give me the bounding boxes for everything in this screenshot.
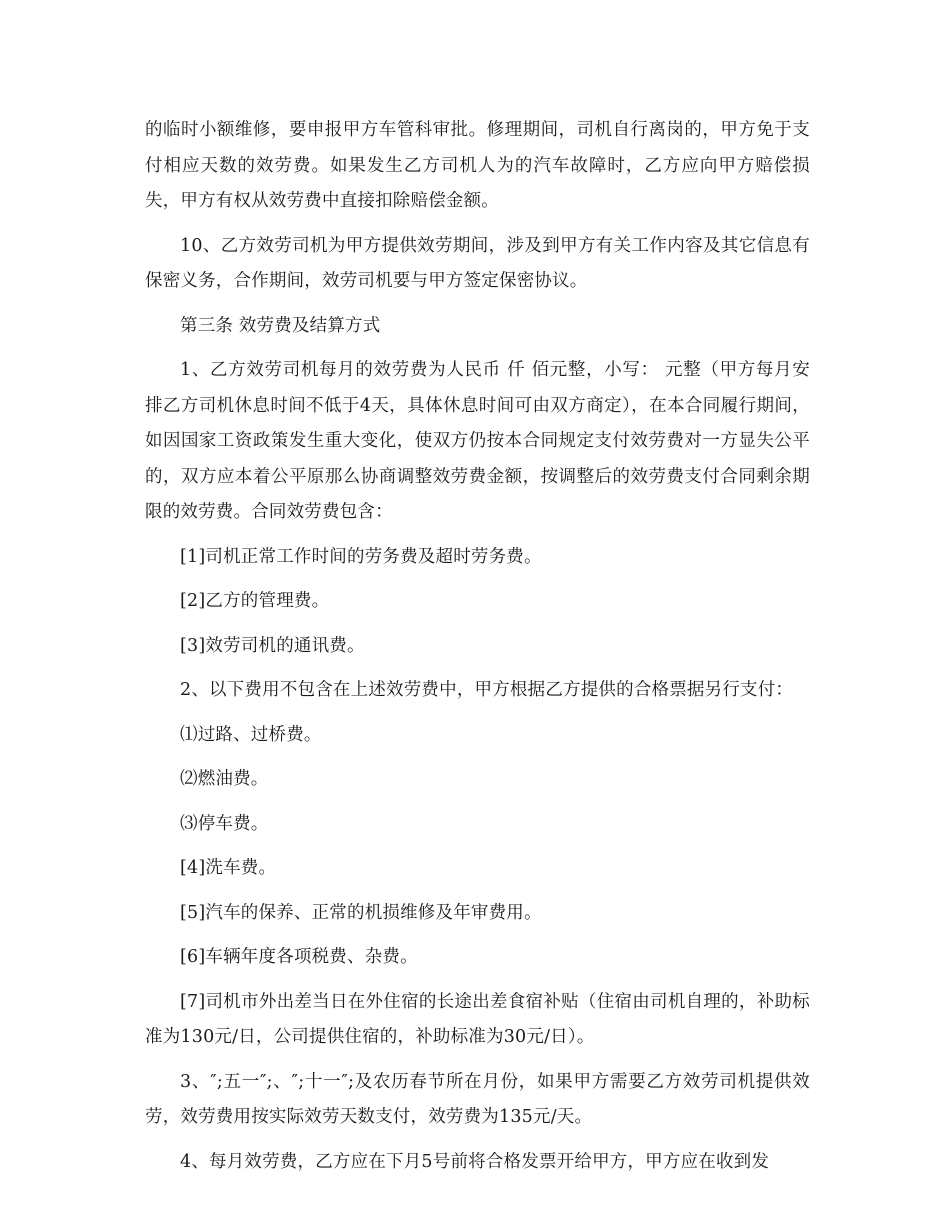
paragraph-2: 10、乙方效劳司机为甲方提供效劳期间，涉及到甲方有关工作内容及其它信息有保密义务，合作期间，效劳司机要与甲方签定保密协议。 (145, 235, 810, 291)
list-item: [4]洗车费。 (180, 858, 277, 878)
list-item: [3]效劳司机的通讯费。 (180, 635, 365, 656)
paragraph-8: 2、以下费用不包含在上述效劳费中，甲方根据乙方提供的合格票据另行支付： (180, 680, 794, 700)
document-body (145, 113, 810, 1189)
paragraph-17: 4、每月效劳费，乙方应在下月5号前将合格发票开给甲方，甲方应在收到发 (180, 1151, 770, 1172)
list-item: [6]车辆年度各项税费、杂费。 (180, 947, 418, 967)
list-item: [2]乙方的管理费。 (180, 591, 330, 611)
list-item: [5]汽车的保养、正常的机损维修及年审费用。 (180, 902, 542, 923)
list-item: [1]司机正常工作时间的劳务费及超时劳务费。 (180, 546, 542, 567)
list-item: ⑶停车费。 (180, 813, 269, 834)
list-item: ⑵燃油费。 (180, 769, 269, 789)
list-item: ⑴过路、过桥费。 (180, 724, 322, 745)
paragraph-4: 1、乙方效劳司机每月的效劳费为人民币 仟 佰元整，小写： 元整（甲方每月安排乙方司机休息时间不低于4天，具体休息时间可由双方商定），在本合同履行期间，如因国家工资政策发生重大变化，使双方仍按本合同规定支付效劳费对一方显失公平的，双方应本着公平原那么协商调整效劳费金额，按调整后的效劳费支付合同剩余期限的效劳费。合同效劳费包含： (145, 360, 810, 522)
section-heading: 第三条 效劳费及结算方式 (180, 315, 381, 336)
list-item: [7]司机市外出差当日在外住宿的长途出差食宿补贴（住宿由司机自理的，补助标准为130元/日，公司提供住宿的，补助标准为30元/日）。 (145, 991, 810, 1047)
paragraph-16: 3、″;五一″;、″;十一″;及农历春节所在月份，如果甲方需要乙方效劳司机提供效劳，效劳费用按实际效劳天数支付，效劳费为135元/天。 (145, 1071, 810, 1127)
paragraph-1: 的临时小额维修，要申报甲方车管科审批。修理期间，司机自行离岗的，甲方免于支付相应天数的效劳费。如果发生乙方司机人为的汽车故障时，乙方应向甲方赔偿损失，甲方有权从效劳费中直接扣除赔偿金额。 (145, 120, 810, 211)
